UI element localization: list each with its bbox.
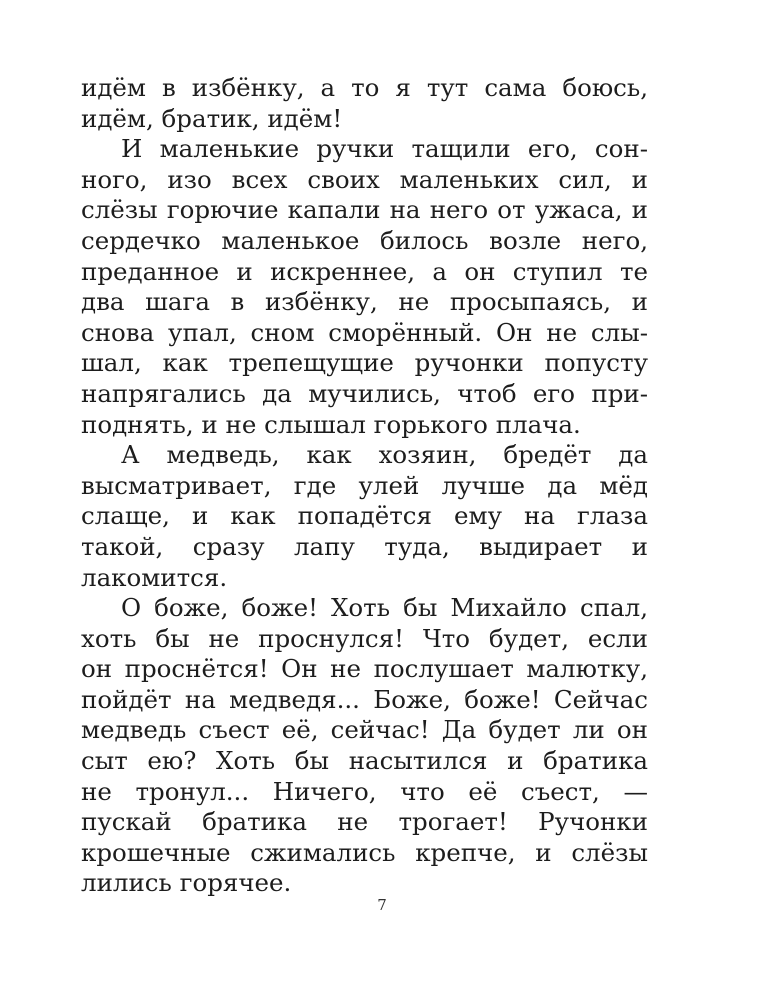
text-line: А медведь, как хозяин, бредёт да: [121, 440, 648, 470]
text-line: два шага в избёнку, не просыпаясь, и: [81, 287, 648, 317]
text-line: ного, изо всех своих маленьких сил, и: [81, 164, 648, 194]
text-line: хоть бы не проснулся! Что будет, если: [81, 623, 648, 653]
text-line: снова упал, сном сморённый. Он не слы-: [81, 317, 648, 347]
text-line: идём, братик, идём!: [81, 103, 343, 133]
text-line: поднять, и не слышал горького плача.: [81, 409, 581, 439]
text-line: не тронул... Ничего, что её съест, —: [81, 776, 648, 806]
book-page-text: [81, 73, 648, 899]
text-line: сыт ею? Хоть бы насытился и братика: [81, 746, 648, 776]
text-line: слёзы горючие капали на него от ужаса, и: [81, 195, 648, 225]
text-line: пускай братика не трогает! Ручонки: [81, 807, 648, 837]
text-line: И маленькие ручки тащили его, сон-: [121, 134, 648, 164]
text-line: высматривает, где улей лучше да мёд: [81, 470, 648, 500]
text-line: крошечные сжимались крепче, и слёзы: [81, 837, 648, 867]
text-line: лились горячее.: [81, 868, 292, 898]
text-line: медведь съест её, сейчас! Да будет ли он: [81, 715, 648, 745]
text-line: напрягались да мучились, чтоб его при-: [81, 378, 648, 408]
text-line: лакомится.: [81, 562, 228, 592]
text-line: преданное и искреннее, а он ступил те: [81, 256, 648, 286]
text-line: идём в избёнку, а то я тут сама боюсь,: [81, 73, 648, 102]
text-line: такой, сразу лапу туда, выдирает и: [81, 531, 648, 561]
text-line: шал, как трепещущие ручонки попусту: [81, 348, 648, 378]
text-line: он проснётся! Он не послушает малютку,: [81, 654, 648, 684]
page-number: 7: [377, 896, 387, 914]
text-line: О боже, боже! Хоть бы Михайло спал,: [121, 593, 648, 623]
text-line: слаще, и как попадётся ему на глаза: [81, 501, 648, 531]
text-line: пойдёт на медведя... Боже, боже! Сейчас: [81, 684, 648, 714]
text-line: сердечко маленькое билось возле него,: [81, 225, 648, 255]
